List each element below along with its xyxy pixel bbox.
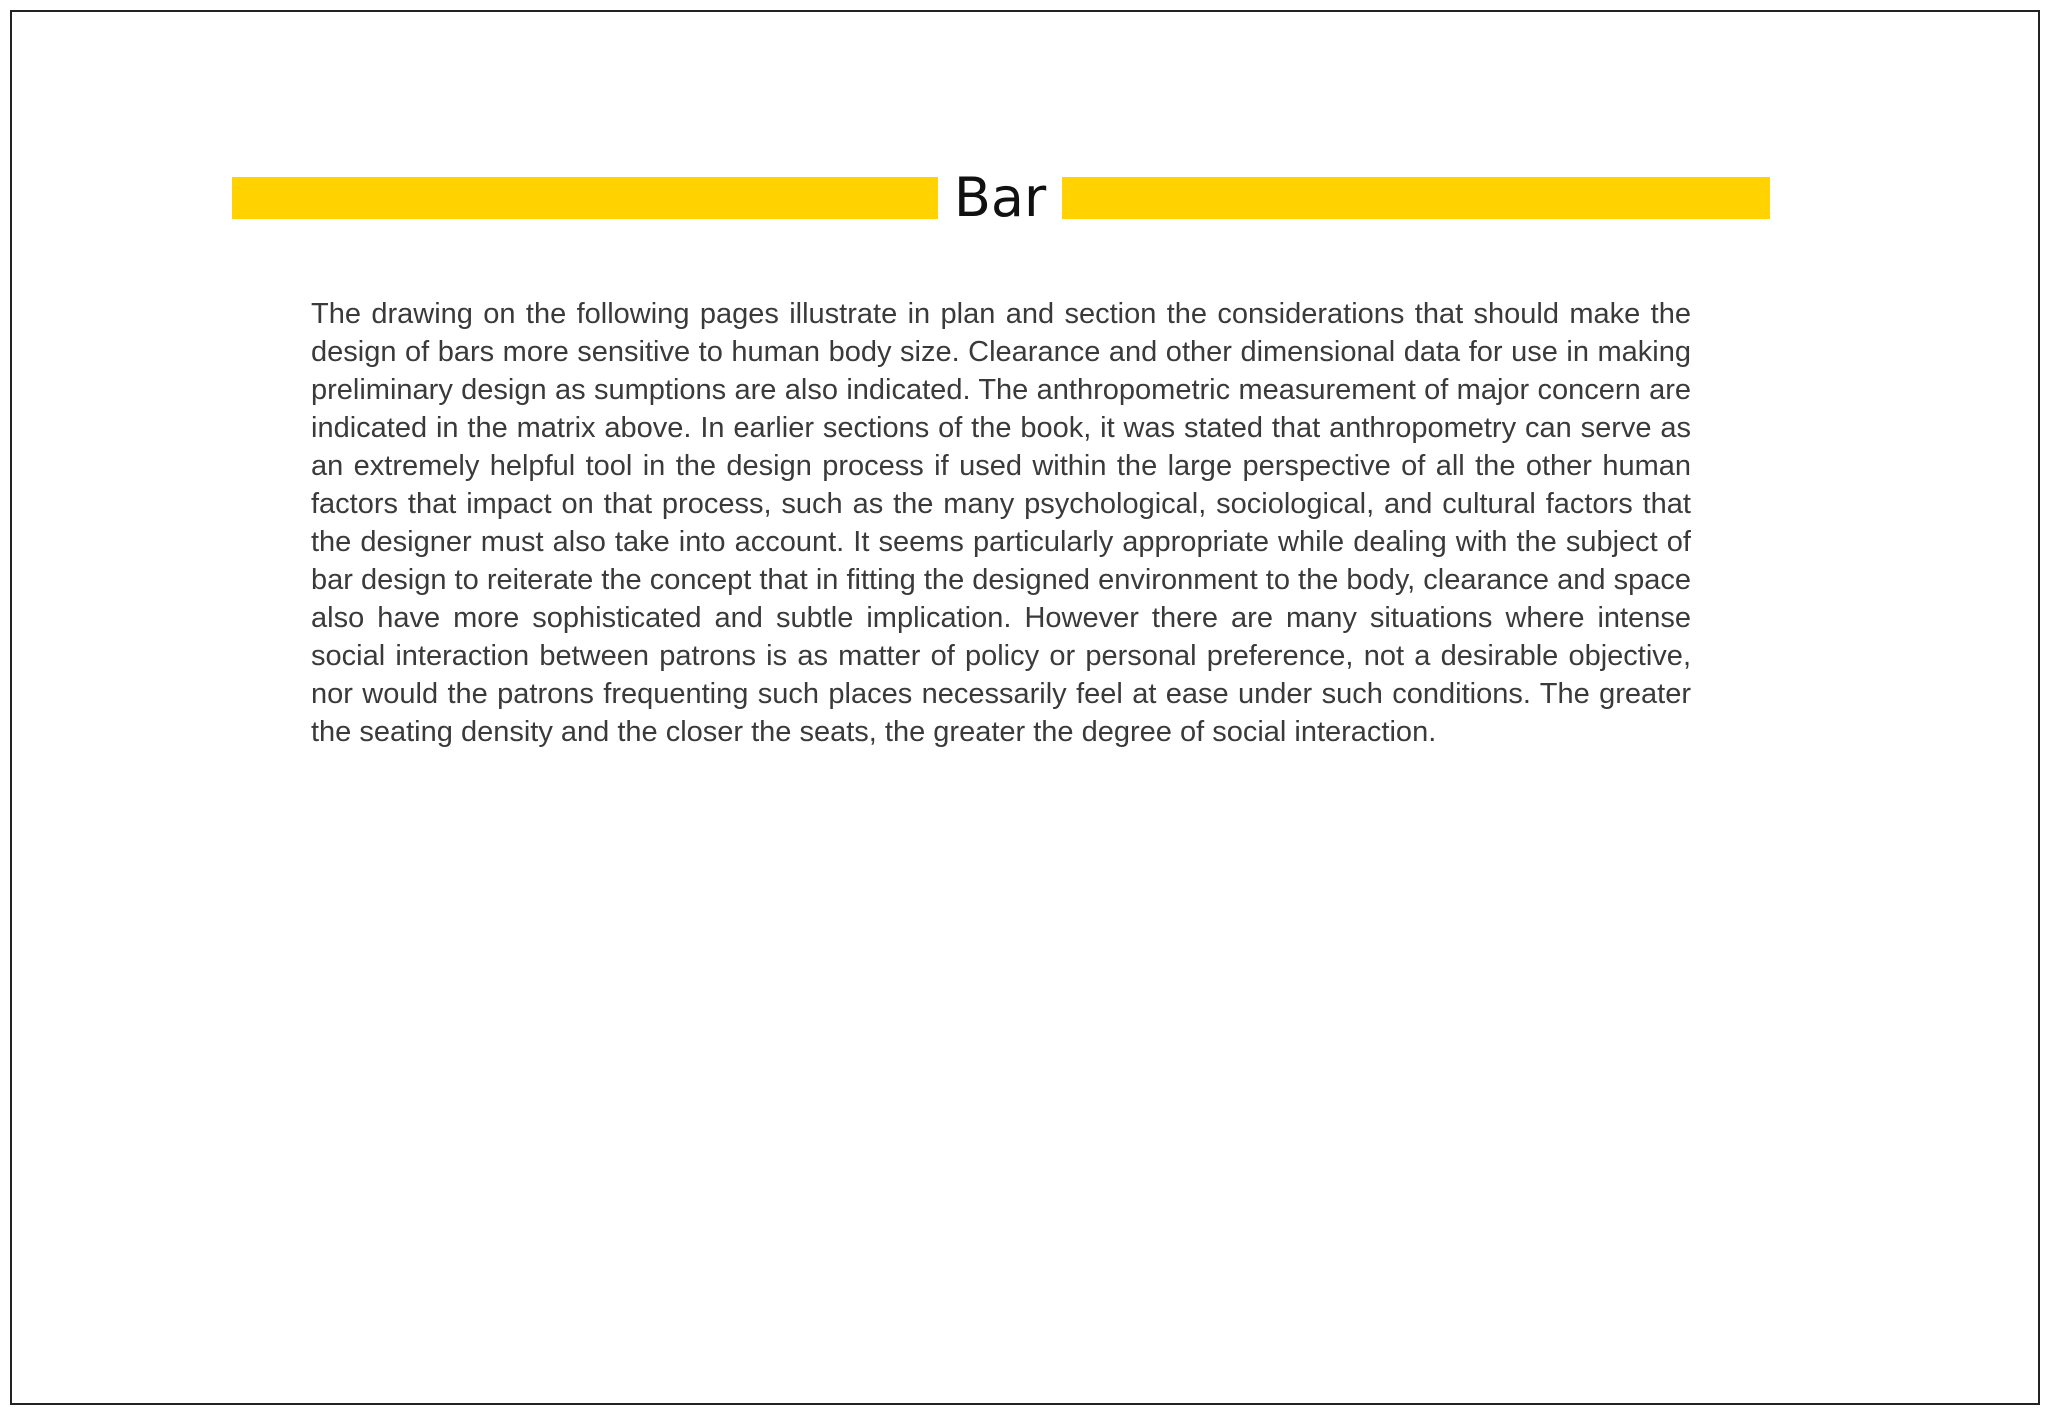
page-title: Bar [953,166,1047,229]
title-rule-left [232,177,938,219]
body-paragraph: The drawing on the following pages illustrate in plan and section the considerations that should make the design of bars more sensitive to human body size. Clearance and other dimensional data for use in making preliminary design as sumptions are also indicated. The anthropometric measurement of major concern are indicated in the matrix above. In earlier sections of the book, it was stated that anthropometry can serve as an extremely helpful tool in the design process if used within the large perspective of all the other human factors that impact on that process, such as the many psychological, sociological, and cultural factors that the designer must also take into account. It seems particularly appropriate while dealing with the subject of bar design to reiterate the concept that in fitting the designed environment to the body, clearance and space also have more sophisticated and subtle implication. However there are many situations where intense social interaction between patrons is as matter of policy or personal preference, not a desirable objective, nor would the patrons frequenting such places necessarily feel at ease under such conditions. The greater the seating density and the closer the seats, the greater the degree of social interaction. [311,298,1691,748]
title-row [232,163,1770,233]
title-rule-right [1062,177,1770,219]
